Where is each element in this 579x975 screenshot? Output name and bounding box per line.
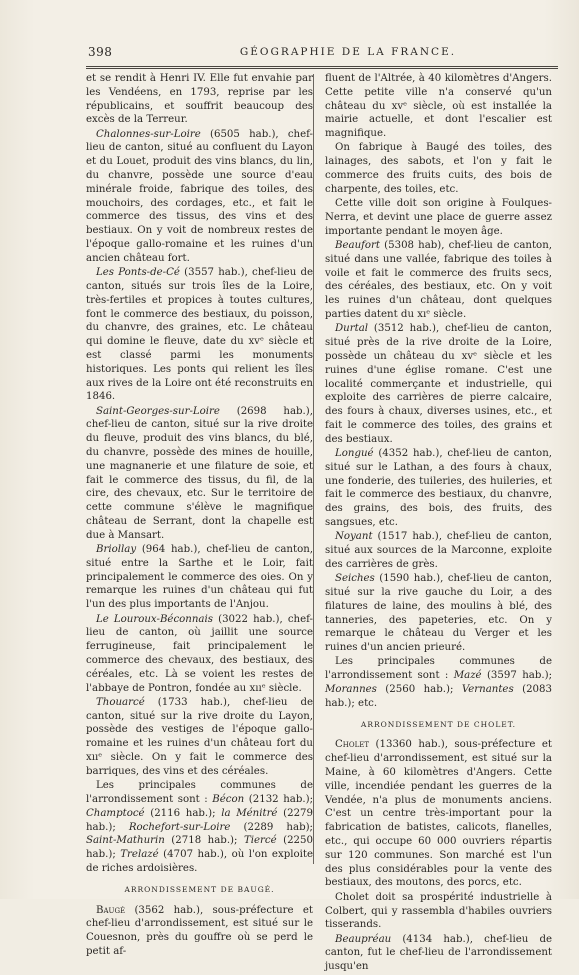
paragraph <box>325 239 552 322</box>
place-name: Cholet <box>335 739 370 751</box>
place-name: Seiches <box>335 573 375 585</box>
paragraph-text: (1733 hab.), chef-lieu de canton, situé sur la rive droite du Layon, possède des vestiges de l'époque gallo-romaine et les ruines d'un château fort du xııᵉ siècle. On y fait le commerce des barriques, des vins et des céréales. <box>86 696 313 777</box>
column-divider <box>313 74 314 864</box>
place-name: Tiercé <box>243 835 277 847</box>
place-name: Les Ponts-de-Cé <box>96 267 180 279</box>
paragraph-text: (5308 hab), chef-lieu de canton, situé dans une vallée, fabrique des toiles à voile et fait le commerce des fruits secs, des céréales, des bestiaux, etc. On y voit les ruines d'un château, dont quelques parties datent du xıᵉ siècle. <box>325 240 552 321</box>
paragraph-text: (2718 hab.); <box>164 835 244 847</box>
paragraph-text: (3022 hab.), chef-lieu de canton, où jaillit une source ferrugineuse, fait principalement le commerce des chevaux, des bestiaux, des céréales, etc. Là se voient les restes de l'abbaye de Pontron, fondée au xııᵉ siècle. <box>86 613 313 694</box>
place-name: Bécon <box>212 793 245 805</box>
place-name: Trelazé <box>120 849 159 861</box>
paragraph <box>325 530 552 571</box>
place-name: la Ménitré <box>221 807 278 819</box>
place-name: Durtal <box>335 323 369 335</box>
paragraph-text: (2250 hab.); <box>86 835 313 861</box>
paragraph-text: (2279 hab.); <box>86 807 314 833</box>
page-header <box>88 45 558 63</box>
paragraph-text: (2289 hab); <box>230 821 313 833</box>
paragraph-text: (3512 hab.), chef-lieu de canton, situé près de la rive droite de la Loire, possède un château du xvᵉ siècle et les ruines d'une église romane. C'est une localité commerçante et industrielle, qui exploite des carrières de pierre calcaire, des fours à chaux, diverses usines, etc., et fait le commerce des toiles, des grains et des bestiaux. <box>325 323 552 445</box>
paragraph-text: (4134 hab.), chef-lieu de canton, fut le chef-lieu de l'arrondissement jusqu'en <box>325 933 552 973</box>
paragraph-text: (964 hab.), chef-lieu de canton, situé entre la Sarthe et le Loir, fait principalement le commerce des oies. On y remarque les ruines d'un château qui fut l'un des plus importants de l'Anjou. <box>86 544 313 611</box>
place-name: Rochefort-sur-Loire <box>128 821 231 833</box>
paragraph: fluent de l'Altrée, à 40 kilomètres d'Angers. Cette petite ville n'a conservé qu'un château du xvᵉ siècle, où est installée la mairie actuelle, et dont l'escalier est magnifique. <box>325 73 552 140</box>
paragraph-text: (2698 hab.), chef-lieu de canton, situé sur la rive droite du fleuve, produit des vins blancs, du blé, du chanvre, possède des mines de houille, une magnanerie et une filature de soie, et fait le commerce des tissus, du fil, de la cire, des chevaux, etc. Sur le territoire de cette commune s'élève le magnifique château de Serrant, dont la chapelle est due à Mansart. <box>86 405 313 541</box>
section-heading: ARRONDISSEMENT DE BAUGÉ. <box>124 884 275 894</box>
paragraph <box>86 613 313 696</box>
place-name: Le Louroux-Béconnais <box>96 613 213 625</box>
paragraph-text: (1590 hab.), chef-lieu de canton, situé sur la rive gauche du Loir, a des filatures de laine, des moulins à blé, des tanneries, des papeteries, etc. On y remarque le château du Verger et les ruines d'un ancien prieuré. <box>325 573 552 654</box>
paragraph-text: (6505 hab.), chef-lieu de canton, situé au confluent du Layon et du Louet, produit des vins blancs, du lin, du chanvre, possède une source d'eau minérale froide, fabrique des toiles, des mouchoirs, des cordages, etc., et fait le commerce des tissus, des vins et des bestiaux. On y voit de nombreux restes de l'époque gallo-romaine et les ruines d'un ancien château fort. <box>86 128 313 264</box>
paragraph: On fabrique à Baugé des toiles, des lainages, des sabots, et l'on y fait le commerce des fruits cuits, des bois de charpente, des toiles, etc. <box>325 142 552 195</box>
place-name: Mazé <box>453 670 482 682</box>
left-column <box>86 72 313 959</box>
running-head: GÉOGRAPHIE DE LA FRANCE. <box>239 46 457 58</box>
paragraph <box>325 738 552 890</box>
paragraph <box>86 543 313 612</box>
paragraph <box>325 572 552 655</box>
paragraph: Cholet doit sa prospérité industrielle à Colbert, qui y rassembla d'habiles ouvriers tisserands. <box>325 891 552 931</box>
section-heading: ARRONDISSEMENT DE CHOLET. <box>360 719 517 729</box>
paragraph-text: (2116 hab.); <box>144 807 222 819</box>
page-number: 398 <box>88 45 113 59</box>
paragraph <box>86 405 313 543</box>
place-name: Saint-Georges-sur-Loire <box>96 405 220 417</box>
place-name: Longué <box>335 448 374 460</box>
paragraph-text: (4707 hab.), où l'on exploite de riches ardoisières. <box>86 849 314 874</box>
paragraph: et se rendit à Henri IV. Elle fut envahie par les Vendéens, en 1793, reprise par les républicains, et souffrit beaucoup des excès de la Terreur. <box>86 73 313 126</box>
paragraph-text: (4352 hab.), chef-lieu de canton, situé sur le Lathan, a des fours à chaux, une fonderie, des tuileries, des huileries, et fait le commerce des bestiaux, du chanvre, des grains, des bois, des fruits, des sangsues, etc. <box>325 448 552 528</box>
paragraph <box>325 655 552 710</box>
paragraph-text: Les principales communes de l'arrondissement sont : <box>86 780 313 805</box>
place-name: Morannes <box>325 684 377 696</box>
place-name: Beaufort <box>335 240 381 252</box>
place-name: Saint-Mathurin <box>86 835 165 847</box>
place-name: Chalonnes-sur-Loire <box>96 128 201 140</box>
place-name: Thouarcé <box>96 696 145 708</box>
paragraph <box>86 779 313 876</box>
paragraph <box>325 933 552 974</box>
place-name: Vernantes <box>461 684 514 696</box>
paragraph-text: (2083 hab.); etc. <box>325 684 552 709</box>
place-name: Noyant <box>335 531 373 543</box>
place-name: Briollay <box>96 544 137 556</box>
paragraph-text: Les principales communes de l'arrondissement sont : <box>325 656 552 682</box>
paragraph <box>325 447 552 530</box>
paragraph-text: (3597 hab.); <box>481 670 552 682</box>
paragraph-text: (2132 hab.); <box>244 793 314 805</box>
paragraph <box>86 266 313 404</box>
paragraph <box>86 696 313 779</box>
paragraph <box>86 128 313 266</box>
paragraph-text: (2560 hab.); <box>376 684 462 696</box>
paragraph <box>325 322 552 446</box>
right-column <box>325 72 552 975</box>
paragraph-text: (1517 hab.), chef-lieu de canton, situé aux sources de la Marconne, exploite des carrières de grès. <box>325 531 552 570</box>
paragraph: Cette ville doit son origine à Foulques-Nerra, et devint une place de guerre assez importante pendant le moyen âge. <box>325 198 552 237</box>
paragraph <box>86 904 313 959</box>
place-name: Baugé <box>96 904 126 916</box>
header-rule <box>86 66 558 69</box>
place-name: Champtocé <box>86 807 145 819</box>
place-name: Beaupréau <box>335 933 392 945</box>
paragraph-text: (3562 hab.), sous-préfecture et chef-lieu d'arrondissement, est situé sur le Couesnon, près du gouffre où se perd le petit af- <box>86 904 313 957</box>
paragraph-text: (3557 hab.), chef-lieu de canton, situés sur trois îles de la Loire, très-fertiles et propices à toutes cultures, font le commerce des bestiaux, du poisson, du chanvre, des graines, etc. Le château qui domine le fleuve, date du xvᵉ siècle et est classé parmi les monuments historiques. Les ponts qui relient les îles aux rives de la Loire ont été reconstruits en 1846. <box>86 267 314 403</box>
paragraph-text: (13360 hab.), sous-préfecture et chef-lieu d'arrondissement, est situé sur la Maine, à 60 kilomètres d'Angers. Cette ville, incendiée pendant les guerres de la Vendée, n'a plus de monuments anciens. C'est un centre très-important pour la fabrication de batistes, calicots, flanelles, etc., qui occupe 60 000 ouvriers répartis sur 120 communes. Son marché est l'un des plus considérables pour la vente des bestiaux, des moutons, des porcs, etc. <box>325 739 552 889</box>
